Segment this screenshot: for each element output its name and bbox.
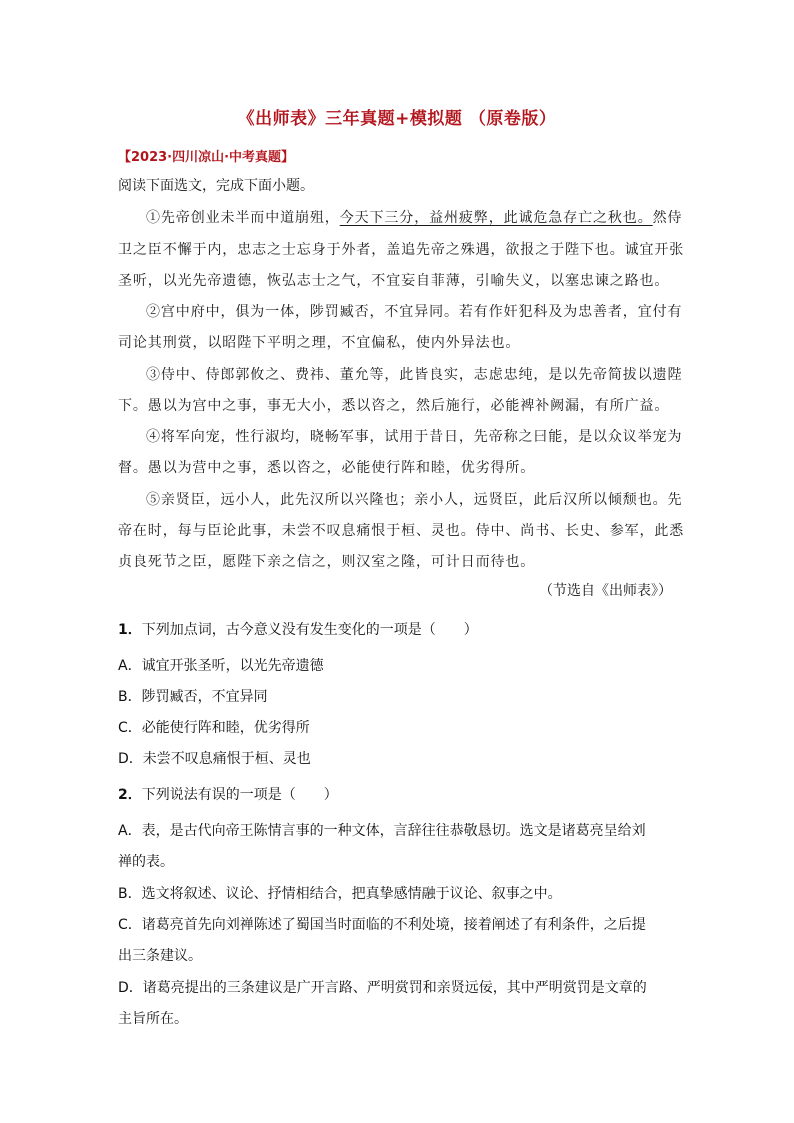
question-2-option-a: A．表，是古代向帝王陈情言事的一种文体，言辞往往恭敬恳切。选文是诸葛亮呈给刘 xyxy=(118,823,646,839)
question-1-option-b: B．陟罚臧否，不宜异同 xyxy=(118,689,268,705)
question-1-option-d: D．未尝不叹息痛恨于桓、灵也 xyxy=(118,751,311,767)
question-1-option-a: A．诚宜开张圣听，以光先帝遗德 xyxy=(118,658,324,674)
question-1-option-c: C．必能使行阵和睦，优劣得所 xyxy=(118,720,310,736)
source-tag: 【2023·四川凉山·中考真题】 xyxy=(118,150,295,165)
question-1-stem: 1．下列加点词，古今意义没有发生变化的一项是（ ） xyxy=(118,622,478,638)
question-2-option-b: B．选文将叙述、议论、抒情相结合，把真挚感情融于议论、叙事之中。 xyxy=(118,886,562,902)
passage-credit: （节选自《出师表》） xyxy=(539,583,672,599)
passage-line: 卫之臣不懈于内，忠志之士忘身于外者，盖追先帝之殊遇，欲报之于陛下也。诚宜开张 xyxy=(118,242,685,258)
page-title: 《出师表》三年真题+模拟题 （原卷版） xyxy=(237,109,557,129)
passage-line: 圣听，以光先帝遗德，恢弘志士之气，不宜妄自菲薄，引喻失义，以塞忠谏之路也。 xyxy=(118,273,670,289)
passage-line: 帝在时，每与臣论此事，未尝不叹息痛恨于桓、灵也。侍中、尚书、长史、参军，此悉 xyxy=(118,523,685,539)
question-2-option-c: C．诸葛亮首先向刘禅陈述了蜀国当时面临的不利处境，接着阐述了有利条件，之后提 xyxy=(118,917,646,933)
passage-line: ③侍中、侍郎郭攸之、费祎、董允等，此皆良实，志虑忠纯，是以先帝简拔以遗陛 xyxy=(146,367,683,383)
question-2-option-d: D．诸葛亮提出的三条建议是广开言路、严明赏罚和亲贤远佞，其中严明赏罚是文章的 xyxy=(118,980,647,996)
passage-line: 司论其刑赏，以昭陛下平明之理，不宜偏私，使内外异法也。 xyxy=(118,335,521,351)
passage-line: ⑤亲贤臣，远小人，此先汉所以兴隆也；亲小人，远贤臣，此后汉所以倾颓也。先 xyxy=(146,492,683,508)
question-2-option-c-cont: 出三条建议。 xyxy=(118,948,202,964)
underlined-sentence: 今天下三分，益州疲弊，此诚危急存亡之秋也。 xyxy=(339,210,653,226)
passage-line: ②宫中府中，俱为一体，陟罚臧否，不宜异同。若有作奸犯科及为忠善者，宜付有 xyxy=(146,304,683,320)
passage-line: ①先帝创业未半而中道崩殂，今天下三分，益州疲弊，此诚危急存亡之秋也。然侍 xyxy=(146,210,683,226)
passage-line: 督。愚以为营中之事，悉以咨之，必能使行阵和睦，优劣得所。 xyxy=(118,460,536,476)
question-2-option-d-cont: 主旨所在。 xyxy=(118,1011,188,1027)
passage-line: 贞良死节之臣，愿陛下亲之信之，则汉室之隆，可计日而待也。 xyxy=(118,554,536,570)
instruction: 阅读下面选文，完成下面小题。 xyxy=(118,178,314,194)
passage-line: 下。愚以为宫中之事，事无大小，悉以咨之，然后施行，必能裨补阙漏，有所广益。 xyxy=(118,398,670,414)
question-2-stem: 2．下列说法有误的一项是（ ） xyxy=(118,787,338,803)
question-2-option-a-cont: 禅的表。 xyxy=(118,854,174,870)
passage-line: ④将军向宠，性行淑均，晓畅军事，试用于昔日，先帝称之曰能，是以众议举宠为 xyxy=(146,429,683,445)
